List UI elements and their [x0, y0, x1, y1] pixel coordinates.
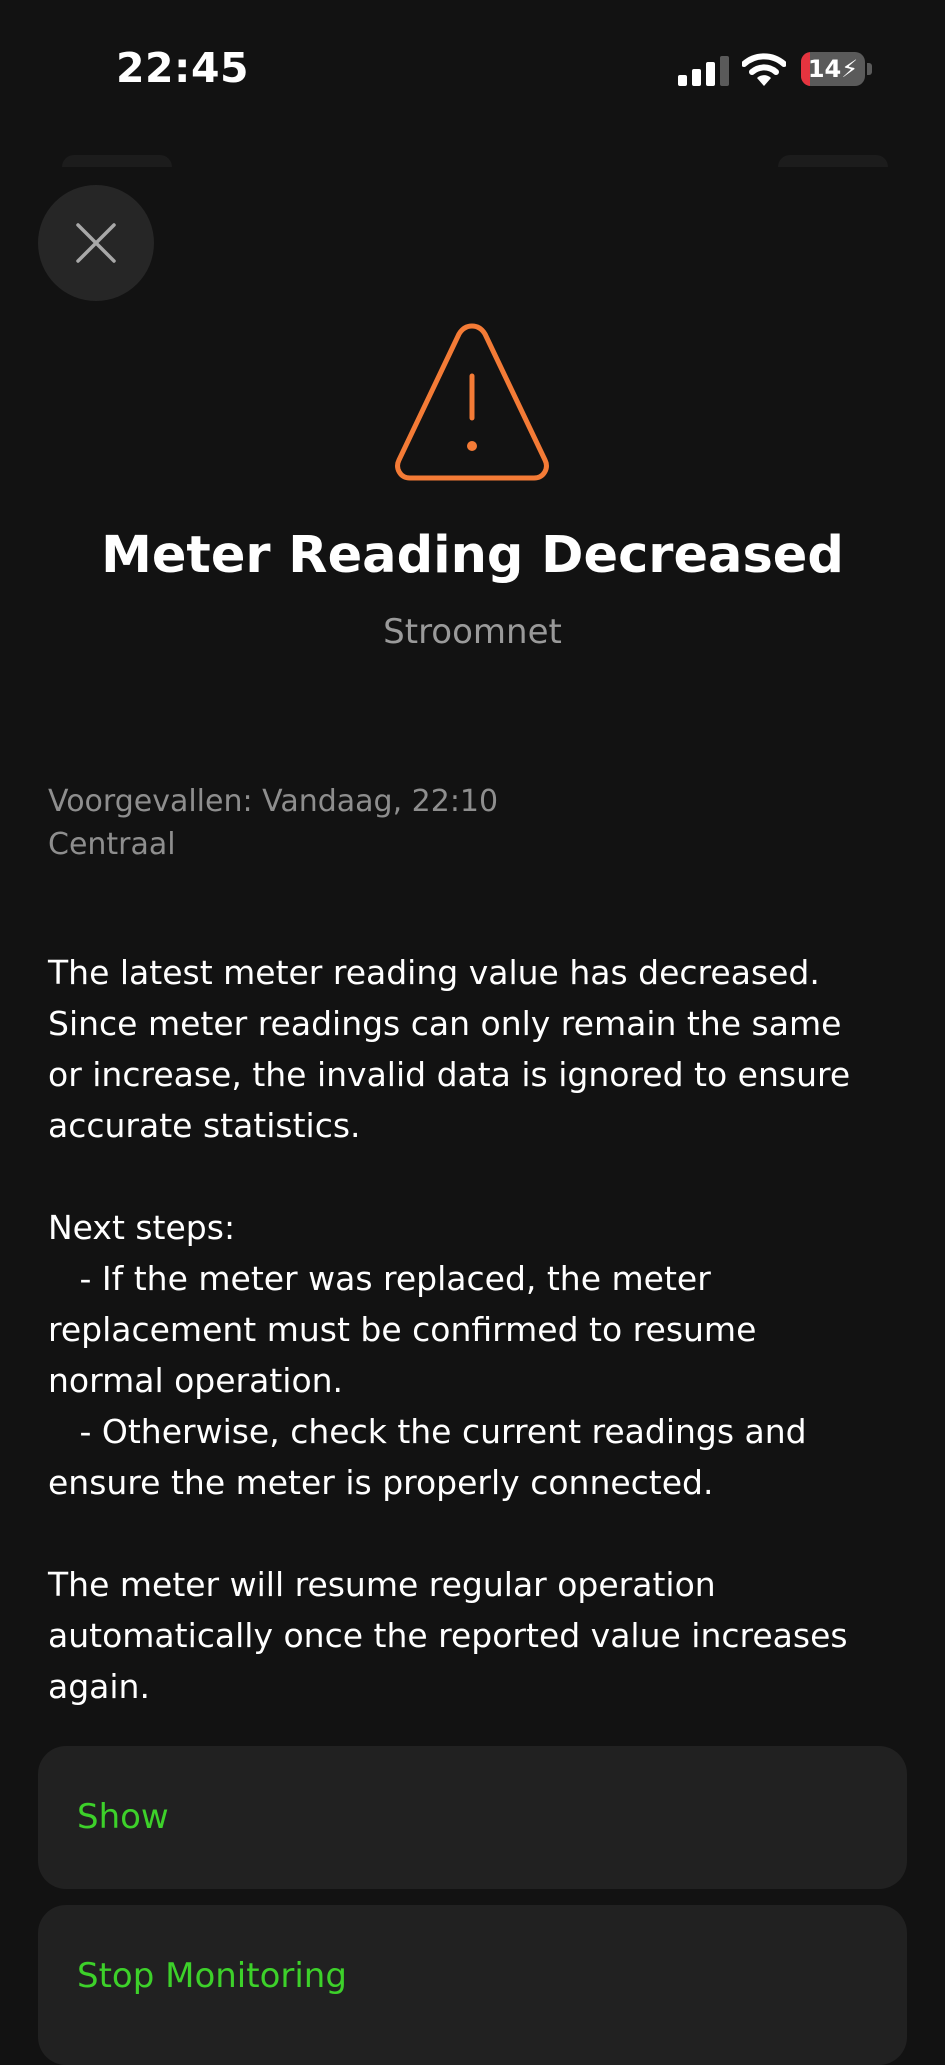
warning-triangle-icon [390, 318, 554, 486]
alert-subtitle: Stroomnet [383, 612, 562, 652]
charging-bolt-icon: ⚡ [841, 55, 859, 83]
stop-monitoring-label: Stop Monitoring [77, 1956, 347, 1996]
status-time: 22:45 [116, 44, 250, 92]
background-sheet-edge [62, 155, 172, 167]
show-button[interactable] [38, 1746, 907, 1889]
show-button-label: Show [77, 1797, 169, 1837]
location-label: Centraal [48, 827, 176, 862]
close-button[interactable] [38, 185, 154, 301]
battery-level: 14 [807, 55, 842, 83]
alert-meta [48, 780, 498, 866]
stop-monitoring-button[interactable] [38, 1905, 907, 2065]
battery-cap [867, 63, 872, 75]
alert-title: Meter Reading Decreased [101, 526, 844, 585]
wifi-icon [742, 52, 786, 88]
battery-icon [801, 52, 865, 86]
close-icon [74, 221, 118, 265]
status-bar [0, 0, 945, 140]
background-sheet-edge [778, 155, 888, 167]
alert-description: The latest meter reading value has decreased. Since meter readings can only remain the same or increase, the invalid data is ignored to ensure accurate statistics. Next steps: - If the meter was replaced, the meter replacement must be confirmed to resume normal operation. - Otherwise, check the current readings and ensure the meter is properly connected. The meter will resume regular operation automatically once the reported value increases again. [48, 953, 851, 1706]
cellular-signal-icon [678, 56, 730, 86]
occurred-timestamp: Voorgevallen: Vandaag, 22:10 [48, 784, 499, 819]
